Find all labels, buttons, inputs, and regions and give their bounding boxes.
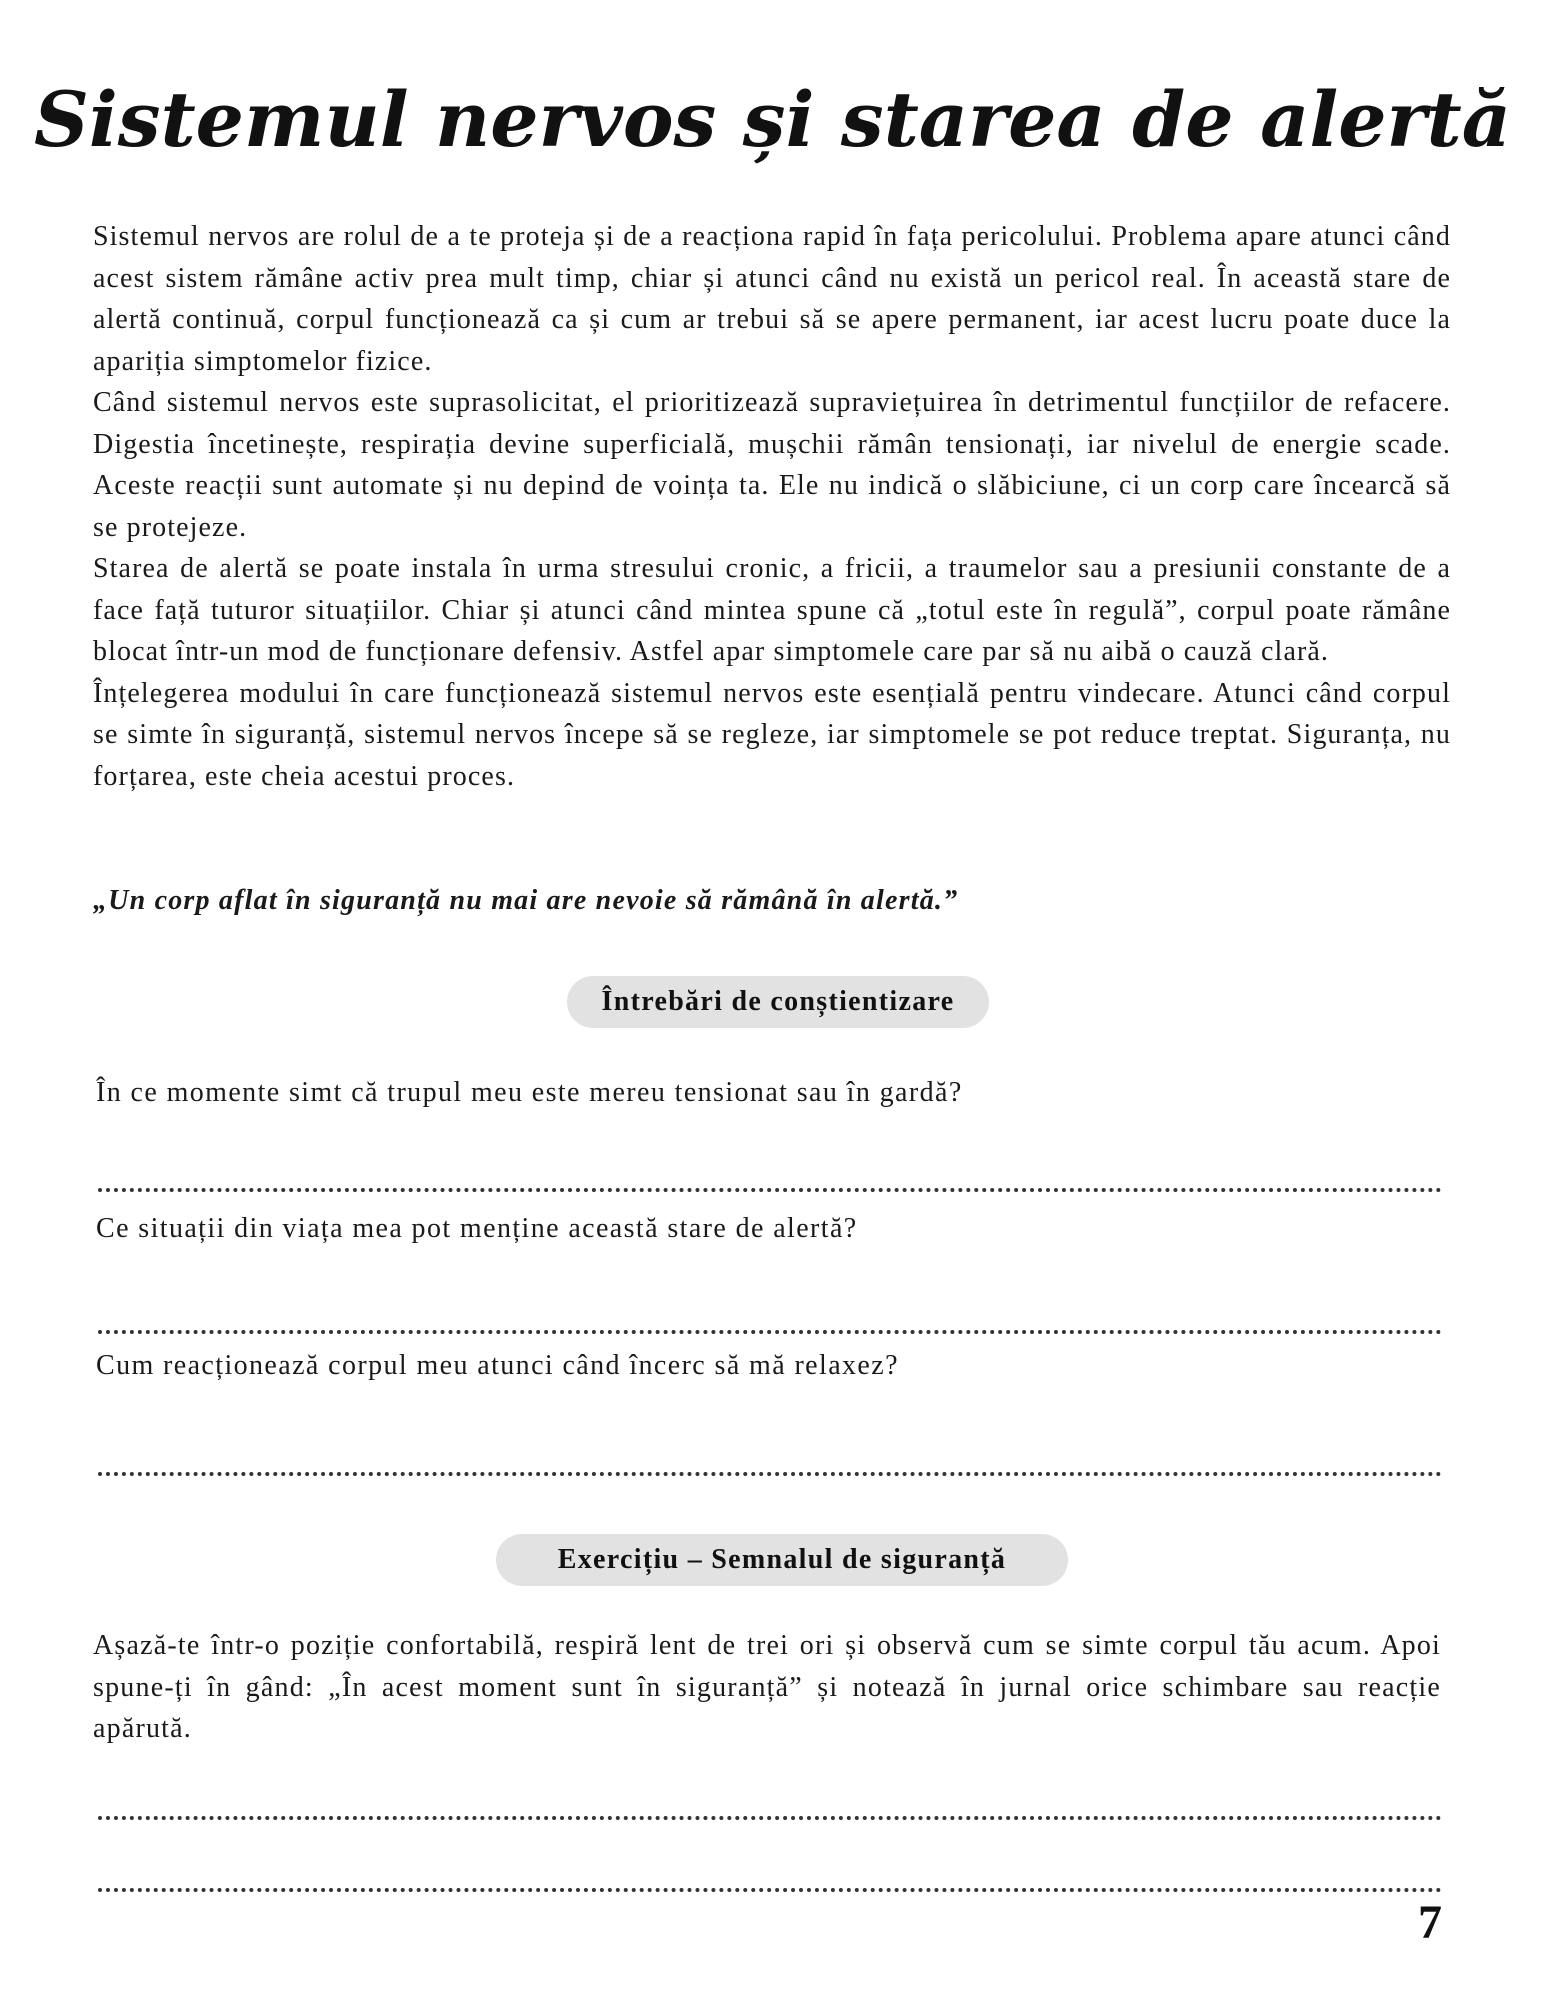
journal-line-2[interactable] xyxy=(98,1888,1442,1892)
question-1: În ce momente simt că trupul meu este mereu tensionat sau în gardă? xyxy=(96,1077,963,1108)
page-title: Sistemul nervos și starea de alertă xyxy=(34,75,1511,164)
awareness-heading: Întrebări de conștientizare xyxy=(567,976,989,1028)
highlight-quote: „Un corp aflat în siguranță nu mai are nevoie să rămână în alertă.” xyxy=(93,885,959,916)
intro-paragraph-3: Starea de alertă se poate instala în urma stresului cronic, a fricii, a traumelor sau a presiunii constante de a face față tuturor situațiilor. Chiar și atunci când mintea spune că „totul este în regulă”, corpul poate rămâne blocat într-un mod de funcționare defensiv. Astfel apar simptomele care par să nu aibă o cauză clară. xyxy=(93,553,1451,667)
exercise-heading: Exercițiu – Semnalul de siguranță xyxy=(496,1534,1068,1586)
question-2: Ce situații din viața mea pot menține această stare de alertă? xyxy=(96,1213,858,1244)
intro-paragraph-2: Când sistemul nervos este suprasolicitat, el prioritizează supraviețuirea în detrimentul funcțiilor de refacere. Digestia încetinește, respirația devine superficială, mușchii rămân tensionați, iar nivelul de energie scade. Aceste reacții sunt automate și nu depind de voința ta. Ele nu indică o slăbiciune, ci un corp care încearcă să se protejeze. xyxy=(93,387,1451,543)
answer-line-3[interactable] xyxy=(98,1472,1442,1476)
intro-paragraph-4: Înțelegerea modului în care funcționează sistemul nervos este esențială pentru vindecare. Atunci când corpul se simte în siguranță, sistemul nervos începe să se regleze, iar simptomele se pot reduce treptat. Siguranța, nu forțarea, este cheia acestui proces. xyxy=(93,677,1451,792)
journal-line-1[interactable] xyxy=(98,1816,1442,1820)
page-number: 7 xyxy=(1418,1896,1442,1949)
answer-line-1[interactable] xyxy=(98,1188,1442,1192)
exercise-instructions: Așază-te într-o poziție confortabilă, respiră lent de trei ori și observă cum se simte corpul tău acum. Apoi spune-ți în gând: „În acest moment sunt în siguranță” și notează în jurnal orice schimbare sau reacție apărută. xyxy=(93,1630,1441,1744)
answer-line-2[interactable] xyxy=(98,1330,1442,1334)
question-3: Cum reacționează corpul meu atunci când încerc să mă relaxez? xyxy=(96,1350,899,1381)
intro-body xyxy=(93,216,1451,797)
intro-paragraph-1: Sistemul nervos are rolul de a te proteja și de a reacționa rapid în fața pericolului. Problema apare atunci când acest sistem rămâne activ prea mult timp, chiar și atunci când nu există un pericol real. În această stare de alertă continuă, corpul funcționează ca și cum ar trebui să se apere permanent, iar acest lucru poate duce la apariția simptomelor fizice. xyxy=(93,221,1451,377)
